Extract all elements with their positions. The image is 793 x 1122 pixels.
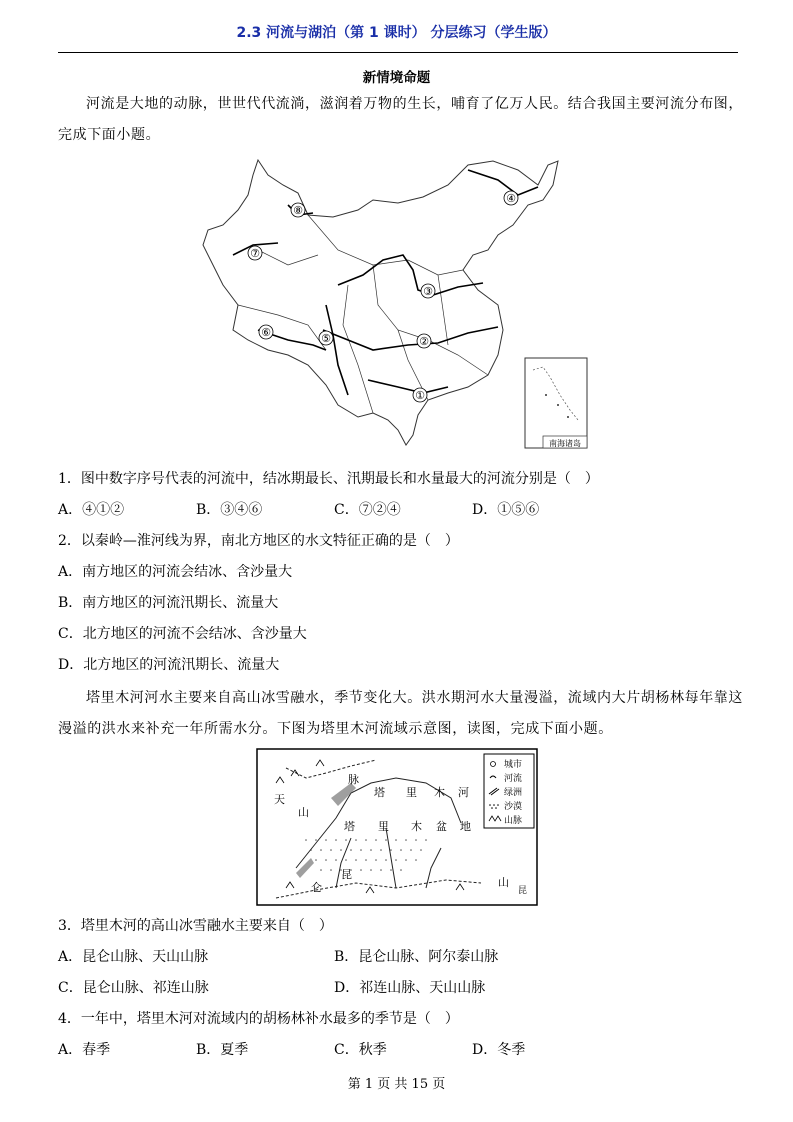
legend-mountain: 山脉 xyxy=(504,816,523,826)
intro-paragraph-2: 塔里木河河水主要来自高山冰雪融水，季节变化大。洪水期河水大量漫溢，流域内大片胡杨林每年靠这漫溢的洪水来补充一年所需水分。下图为塔里木河流域示意图，读图，完成下面小题。 xyxy=(58,690,743,737)
label-shan2: 山 xyxy=(498,876,509,889)
label-he: 河 xyxy=(458,786,469,799)
label-lun: 仑 xyxy=(311,881,322,894)
label-li1: 里 xyxy=(406,786,417,799)
label-ta1: 塔 xyxy=(374,786,385,799)
river-label-5: ⑤ xyxy=(321,332,331,345)
label-shan: 山 xyxy=(298,806,309,819)
q1-option-d[interactable]: D．①⑤⑥ xyxy=(472,502,540,518)
question-2-stem: 2．以秦岭—淮河线为界，南北方地区的水文特征正确的是（ ） xyxy=(58,533,459,549)
river-yangtze xyxy=(323,327,498,350)
label-kun2: 昆 xyxy=(518,886,528,896)
label-li2: 里 xyxy=(378,820,389,833)
river-label-2: ② xyxy=(419,335,429,348)
q4-option-a[interactable]: A．春季 xyxy=(58,1042,111,1058)
china-rivers-map xyxy=(198,155,590,451)
label-di: 地 xyxy=(460,820,471,833)
q1-option-c[interactable]: C．⑦②④ xyxy=(334,502,401,518)
label-mai: 脉 xyxy=(348,773,359,786)
q1-option-b[interactable]: B．③④⑥ xyxy=(196,502,263,518)
question-1-stem: 1．图中数字序号代表的河流中，结冰期最长、汛期最长和水量最大的河流分别是（ ） xyxy=(58,471,599,487)
label-ta2: 塔 xyxy=(344,820,355,833)
label-pen: 盆 xyxy=(436,820,447,833)
river-label-6: ⑥ xyxy=(261,326,271,339)
q2-option-c[interactable]: C．北方地区的河流不会结冰、含沙量大 xyxy=(58,626,307,642)
question-3-stem: 3．塔里木河的高山冰雪融水主要来自（ ） xyxy=(58,918,333,934)
label-mu2: 木 xyxy=(411,820,422,833)
q3-option-b[interactable]: B．昆仑山脉、阿尔泰山脉 xyxy=(334,949,499,965)
legend-oasis: 绿洲 xyxy=(504,788,523,798)
q3-option-d[interactable]: D．祁连山脉、天山山脉 xyxy=(334,980,486,996)
river-label-4: ④ xyxy=(506,192,516,205)
inset-label: 南海诸岛 xyxy=(549,439,581,448)
q3-option-c[interactable]: C．昆仑山脉、祁连山脉 xyxy=(58,980,209,996)
river-heilong xyxy=(468,170,538,195)
question-4-stem: 4．一年中，塔里木河对流域内的胡杨林补水最多的季节是（ ） xyxy=(58,1011,459,1027)
page-footer: 第 1 页 共 15 页 xyxy=(347,1077,446,1092)
label-tian: 天 xyxy=(274,793,285,806)
label-mu1: 木 xyxy=(434,786,445,799)
tarim-legend xyxy=(484,754,534,828)
header-rule xyxy=(58,52,738,53)
legend-city: 城市 xyxy=(504,760,523,770)
intro-paragraph-1: 河流是大地的动脉，世世代代流淌，滋润着万物的生长，哺育了亿万人民。结合我国主要河流分布图，完成下面小题。 xyxy=(58,96,743,143)
q3-option-a[interactable]: A．昆仑山脉、天山山脉 xyxy=(58,949,209,965)
china-outline xyxy=(203,160,558,445)
q2-option-a[interactable]: A．南方地区的河流会结冰、含沙量大 xyxy=(58,564,293,580)
q1-option-a[interactable]: A．④①② xyxy=(58,502,125,518)
river-label-7: ⑦ xyxy=(250,247,260,260)
legend-river: 河流 xyxy=(504,774,523,784)
river-label-3: ③ xyxy=(423,285,433,298)
tarim-river-map xyxy=(256,748,538,906)
document-header: 2.3 河流与湖泊（第 1 课时） 分层练习（学生版） xyxy=(236,25,557,41)
river-label-8: ⑧ xyxy=(293,204,303,217)
q4-option-d[interactable]: D．冬季 xyxy=(472,1042,526,1058)
river-lancang xyxy=(326,305,348,395)
river-pearl xyxy=(368,380,448,393)
legend-desert: 沙漠 xyxy=(504,802,523,812)
q4-option-c[interactable]: C．秋季 xyxy=(334,1042,387,1058)
q4-option-b[interactable]: B．夏季 xyxy=(196,1042,249,1058)
q2-option-d[interactable]: D．北方地区的河流汛期长、流量大 xyxy=(58,657,280,673)
river-label-1: ① xyxy=(415,389,425,402)
section-title: 新情境命题 xyxy=(362,70,431,86)
south-china-sea-inset xyxy=(525,358,587,448)
label-kun: 昆 xyxy=(341,868,352,881)
q2-option-b[interactable]: B．南方地区的河流汛期长、流量大 xyxy=(58,595,279,611)
